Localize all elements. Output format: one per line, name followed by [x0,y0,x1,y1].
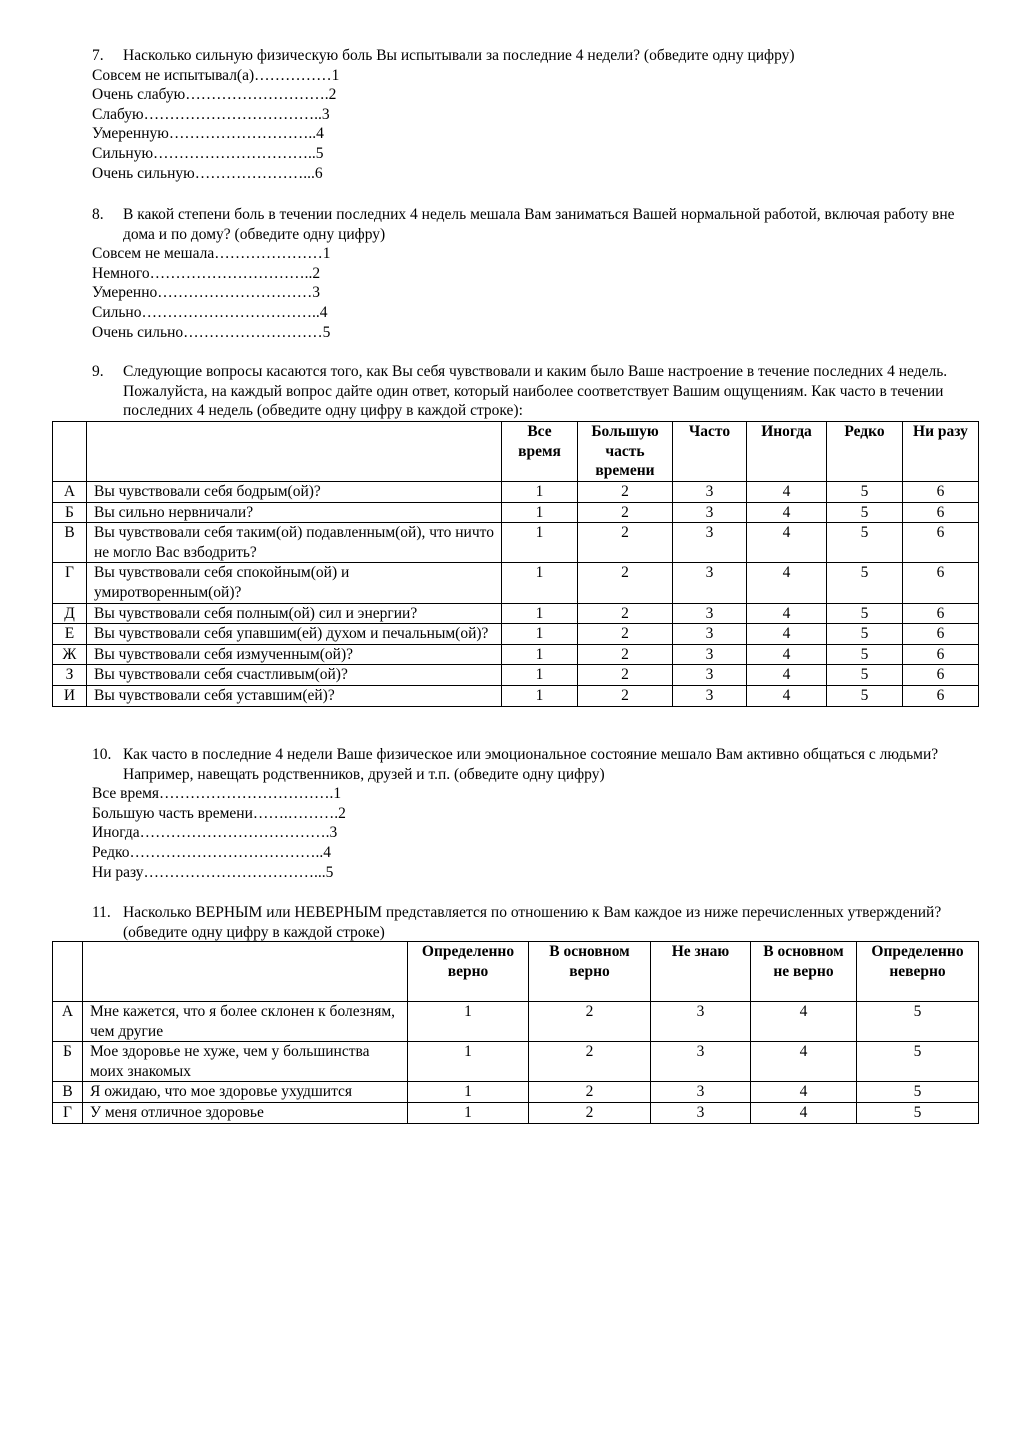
answer-option[interactable]: 1 [502,665,578,686]
answer-option[interactable]: 4 [751,1002,857,1042]
answer-option[interactable]: 1 [502,624,578,645]
answer-option[interactable]: 5 [827,523,903,563]
answer-option[interactable]: 3 [673,563,747,603]
question-9-number: 9. [92,363,104,380]
column-header: Все время [502,422,578,482]
answer-option[interactable]: 4 [747,685,827,706]
question-11-header [92,903,972,942]
header-cell-empty [53,942,83,1002]
table-row [53,644,979,665]
row-letter: В [53,1082,83,1103]
answer-option[interactable]: 4 [747,603,827,624]
answer-option[interactable]: 4 [747,644,827,665]
answer-option[interactable]: 2 [578,563,673,603]
table-row [53,665,979,686]
question-9-text: Следующие вопросы касаются того, как Вы себя чувствовали и каким было Ваше настроение в течение последних 4 недель. Пожалуйста, на каждый вопрос дайте один ответ, который наиболее соответствует Вашим ощущениям. Как часто в течении последних 4 недель (обведите одну цифру в каждой строке): [123,363,948,420]
question-8-option[interactable]: Немного…………………………..2 [92,264,321,282]
column-header: Большую часть времени [578,422,673,482]
answer-option[interactable]: 3 [651,1042,751,1082]
row-statement: Вы чувствовали себя измученным(ой)? [87,644,502,665]
answer-option[interactable]: 4 [747,624,827,645]
answer-option[interactable]: 6 [903,563,979,603]
answer-option[interactable]: 5 [857,1042,979,1082]
answer-option[interactable]: 5 [827,603,903,624]
question-8-number: 8. [92,206,104,223]
row-statement: Вы чувствовали себя таким(ой) подавленным(ой), что ничто не могло Вас взбодрить? [87,523,502,563]
answer-option[interactable]: 6 [903,665,979,686]
question-8-option[interactable]: Очень сильно………………………5 [92,323,331,341]
answer-option[interactable]: 3 [673,624,747,645]
answer-option[interactable]: 5 [827,665,903,686]
answer-option[interactable]: 1 [408,1082,529,1103]
table-row [53,482,979,503]
question-9 [92,362,972,421]
answer-option[interactable]: 1 [502,603,578,624]
answer-option[interactable]: 6 [903,523,979,563]
answer-option[interactable]: 2 [529,1102,651,1123]
answer-option[interactable]: 1 [502,685,578,706]
question-10-option[interactable]: Ни разу……………………………...5 [92,863,334,881]
question-9-table [52,421,979,707]
row-letter: Ж [53,644,87,665]
answer-option[interactable]: 6 [903,624,979,645]
column-header: Не знаю [651,942,751,1002]
answer-option[interactable]: 2 [578,482,673,503]
question-11 [92,903,972,942]
question-8-option[interactable]: Совсем не мешала…………………1 [92,245,331,263]
answer-option[interactable]: 5 [827,624,903,645]
column-header: Определенно неверно [857,942,979,1002]
answer-option[interactable]: 5 [827,563,903,603]
table-row [53,603,979,624]
answer-option[interactable]: 5 [827,644,903,665]
answer-option[interactable]: 2 [578,523,673,563]
question-10-header [92,745,972,784]
question-9-table-header-row [53,422,979,482]
answer-option[interactable]: 5 [827,685,903,706]
row-statement: Вы сильно нервничали? [87,502,502,523]
answer-option[interactable]: 3 [673,665,747,686]
table-row [53,1002,979,1042]
header-cell-empty [83,942,408,1002]
question-7-option[interactable]: Умеренную………………………..4 [92,125,324,143]
answer-option[interactable]: 5 [857,1002,979,1042]
answer-option[interactable]: 1 [502,523,578,563]
question-7-option[interactable]: Очень слабую……………………….2 [92,86,337,104]
answer-option[interactable]: 3 [651,1002,751,1042]
answer-option[interactable]: 4 [747,523,827,563]
answer-option[interactable]: 3 [651,1082,751,1103]
answer-option[interactable]: 4 [747,563,827,603]
question-7-option[interactable]: Совсем не испытывал(а)……………1 [92,66,340,84]
answer-option[interactable]: 1 [502,482,578,503]
table-row [53,563,979,603]
answer-option[interactable]: 6 [903,644,979,665]
row-statement: Мне кажется, что я более склонен к болезням, чем другие [83,1002,408,1042]
row-letter: А [53,1002,83,1042]
question-7-number: 7. [92,47,104,64]
answer-option[interactable]: 6 [903,482,979,503]
answer-option[interactable]: 1 [502,563,578,603]
question-8-option[interactable]: Сильно……………………………..4 [92,303,328,321]
table-row [53,502,979,523]
question-8-header [92,205,972,244]
row-statement: Я ожидаю, что мое здоровье ухудшится [83,1082,408,1103]
answer-option[interactable]: 2 [578,665,673,686]
row-letter: Г [53,1102,83,1123]
answer-option[interactable]: 2 [578,603,673,624]
answer-option[interactable]: 4 [747,482,827,503]
answer-option[interactable]: 3 [673,644,747,665]
answer-option[interactable]: 2 [578,685,673,706]
row-statement: Мое здоровье не хуже, чем у большинства моих знакомых [83,1042,408,1082]
question-11-number: 11. [92,904,111,921]
table-row [53,685,979,706]
answer-option[interactable]: 1 [502,644,578,665]
answer-option[interactable]: 3 [673,482,747,503]
question-7-option[interactable]: Очень сильную…………………...6 [92,164,323,182]
row-letter: Б [53,502,87,523]
row-statement: Вы чувствовали себя бодрым(ой)? [87,482,502,503]
answer-option[interactable]: 3 [651,1102,751,1123]
answer-option[interactable]: 2 [578,502,673,523]
column-header: В основном не верно [751,942,857,1002]
answer-option[interactable]: 4 [751,1042,857,1082]
row-letter: Б [53,1042,83,1082]
question-7-header [92,46,972,66]
answer-option[interactable]: 2 [529,1002,651,1042]
header-cell-empty [53,422,87,482]
question-10 [92,745,972,882]
question-8-text: В какой степени боль в течении последних 4 недель мешала Вам заниматься Вашей нормальной работой, включая работу вне дома и по дому? (обведите одну цифру) [123,206,955,243]
table-row [53,1082,979,1103]
answer-option[interactable]: 4 [747,502,827,523]
answer-option[interactable]: 4 [751,1082,857,1103]
question-7-option[interactable]: Слабую……………………………..3 [92,105,330,123]
header-cell-empty [87,422,502,482]
answer-option[interactable]: 4 [747,665,827,686]
row-letter: В [53,523,87,563]
table-row [53,1102,979,1123]
question-8-option[interactable]: Умеренно…………………………3 [92,284,321,302]
question-10-option[interactable]: Все время…………………………….1 [92,785,342,803]
row-statement: Вы чувствовали себя уставшим(ей)? [87,685,502,706]
row-letter: Г [53,563,87,603]
answer-option[interactable]: 1 [408,1002,529,1042]
question-10-option[interactable]: Большую часть времени…….……….2 [92,804,346,822]
row-statement: Вы чувствовали себя спокойным(ой) и умиротворенным(ой)? [87,563,502,603]
row-letter: З [53,665,87,686]
answer-option[interactable]: 6 [903,685,979,706]
question-10-number: 10. [92,746,112,763]
row-letter: А [53,482,87,503]
answer-option[interactable]: 1 [502,502,578,523]
answer-option[interactable]: 2 [578,624,673,645]
question-7-option[interactable]: Сильную…………………………..5 [92,144,324,162]
answer-option[interactable]: 2 [578,644,673,665]
answer-option[interactable]: 5 [857,1102,979,1123]
question-11-table-header-row [53,942,979,1002]
question-8 [92,205,972,342]
row-statement: Вы чувствовали себя упавшим(ей) духом и печальным(ой)? [87,624,502,645]
question-10-option[interactable]: Иногда……………………………….3 [92,824,338,842]
row-statement: Вы чувствовали себя счастливым(ой)? [87,665,502,686]
question-7-text: Насколько сильную физическую боль Вы испытывали за последние 4 недели? (обведите одну цифру) [123,47,795,64]
column-header: Определенно верно [408,942,529,1002]
answer-option[interactable]: 2 [529,1082,651,1103]
answer-option[interactable]: 3 [673,502,747,523]
answer-option[interactable]: 5 [827,502,903,523]
row-statement: У меня отличное здоровье [83,1102,408,1123]
table-row [53,523,979,563]
column-header: Редко [827,422,903,482]
column-header: Ни разу [903,422,979,482]
answer-option[interactable]: 6 [903,502,979,523]
table-row [53,1042,979,1082]
question-10-text: Как часто в последние 4 недели Ваше физическое или эмоциональное состояние мешало Вам активно общаться с людьми? Например, навещать родственников, друзей и т.п. (обведите одну цифру) [123,746,939,783]
row-statement: Вы чувствовали себя полным(ой) сил и энергии? [87,603,502,624]
answer-option[interactable]: 2 [529,1042,651,1082]
question-10-option[interactable]: Редко………………………………..4 [92,843,331,861]
question-11-table [52,941,979,1124]
answer-option[interactable]: 1 [408,1102,529,1123]
answer-option[interactable]: 6 [903,603,979,624]
answer-option[interactable]: 1 [408,1042,529,1082]
question-9-header [92,362,972,421]
answer-option[interactable]: 3 [673,603,747,624]
row-letter: Е [53,624,87,645]
column-header: Часто [673,422,747,482]
answer-option[interactable]: 3 [673,685,747,706]
row-letter: Д [53,603,87,624]
answer-option[interactable]: 5 [857,1082,979,1103]
column-header: В основном верно [529,942,651,1002]
row-letter: И [53,685,87,706]
answer-option[interactable]: 5 [827,482,903,503]
question-7 [92,46,972,183]
answer-option[interactable]: 4 [751,1102,857,1123]
question-11-text: Насколько ВЕРНЫМ или НЕВЕРНЫМ представляется по отношению к Вам каждое из ниже перечисленных утверждений? (обведите одну цифру в каждой строке) [123,904,942,941]
answer-option[interactable]: 3 [673,523,747,563]
table-row [53,624,979,645]
column-header: Иногда [747,422,827,482]
